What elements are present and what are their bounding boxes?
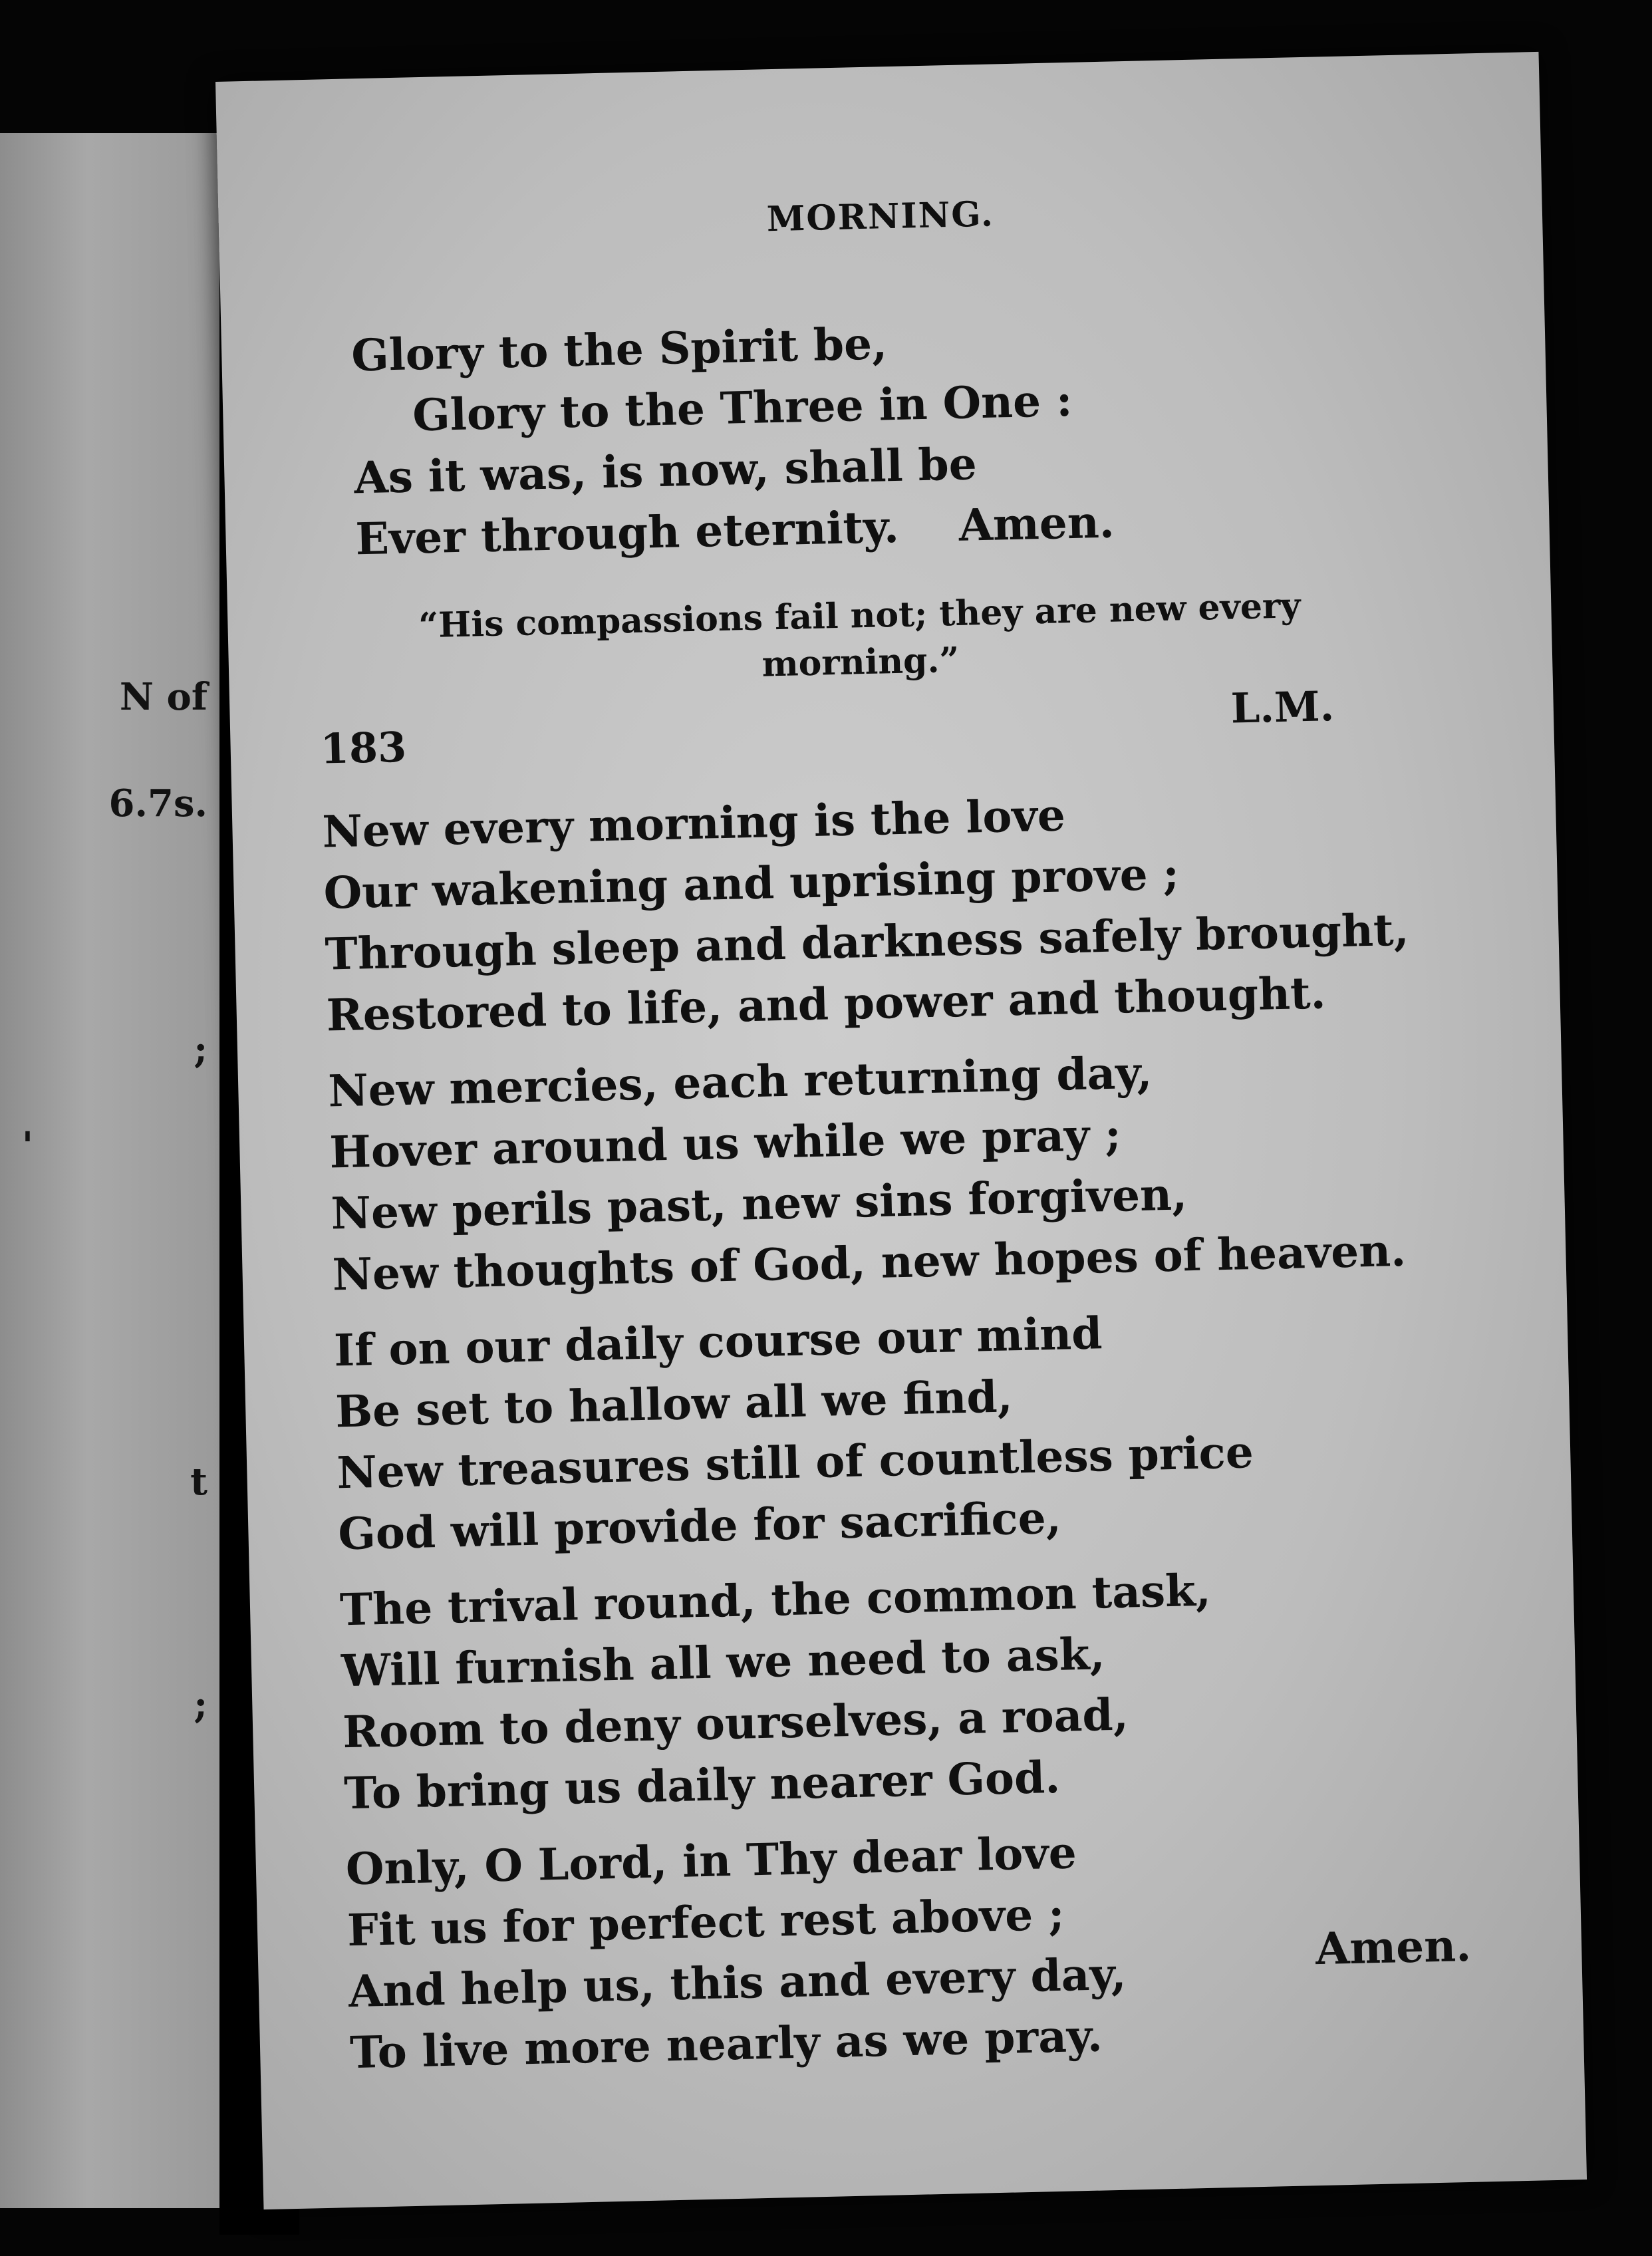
hymnal-page bbox=[215, 52, 1587, 2209]
verse-line: New treasures still of countless price bbox=[336, 1426, 1254, 1499]
left-page-text: ; bbox=[194, 1028, 207, 1071]
verse-line: Glory to the Three in One : bbox=[412, 374, 1073, 442]
left-page-text: ' bbox=[21, 1124, 33, 1168]
stanza-2 bbox=[327, 1036, 1407, 1306]
verse-line: To bring us daily nearer God. bbox=[343, 1751, 1061, 1820]
verse-line: To live more nearly as we pray. bbox=[349, 2009, 1103, 2079]
verse-line: If on our daily course our mind bbox=[333, 1307, 1103, 1377]
verse-line: Glory to the Spirit be, bbox=[350, 317, 888, 382]
stanza-1 bbox=[322, 777, 1411, 1046]
left-page-text: ; bbox=[194, 1683, 207, 1727]
hymn-number: 183 bbox=[319, 722, 407, 774]
verse-line: God will provide for sacrifice, bbox=[337, 1491, 1062, 1560]
verse-line: Fit us for perfect rest above ; bbox=[346, 1888, 1065, 1957]
verse-line: Restored to life, and power and thought. bbox=[325, 966, 1327, 1042]
stanza-3 bbox=[333, 1299, 1256, 1564]
stanza-5 bbox=[345, 1821, 1129, 2083]
verse-line: Be set to hallow all we find, bbox=[335, 1370, 1014, 1438]
verse-line: New mercies, each returning day, bbox=[327, 1046, 1153, 1117]
verse-line: Hover around us while we pray ; bbox=[329, 1108, 1122, 1179]
amen: Amen. bbox=[1315, 1919, 1472, 1975]
verse-line: The trival round, the common task, bbox=[339, 1564, 1212, 1636]
verse-line: Room to deny ourselves, a road, bbox=[342, 1688, 1129, 1759]
doxology bbox=[350, 308, 1115, 570]
hymn-meter: L.M. bbox=[1230, 682, 1335, 733]
verse-line: New perils past, new sins forgiven, bbox=[330, 1168, 1188, 1240]
left-page-text: 6.7s. bbox=[108, 781, 207, 825]
verse-line: New thoughts of God, new hopes of heaven. bbox=[331, 1224, 1407, 1301]
left-page-fragment bbox=[0, 133, 219, 2208]
verse-line: Ever through eternity. bbox=[354, 500, 900, 565]
verse-line: And help us, this and every day, bbox=[348, 1947, 1127, 2018]
epigraph: “His compassions fail not; they are new every morning.” bbox=[418, 585, 1302, 685]
left-page-text: N of bbox=[119, 675, 207, 719]
verse-line: Our wakening and uprising prove ; bbox=[323, 847, 1180, 919]
verse-line: New every morning is the love bbox=[321, 789, 1066, 858]
stanza-4 bbox=[339, 1560, 1216, 1824]
verse-line: Will furnish all we need to ask, bbox=[341, 1627, 1106, 1697]
left-page-text: t bbox=[190, 1460, 207, 1504]
amen: Amen. bbox=[958, 495, 1115, 551]
verse-line: As it was, is now, shall be bbox=[353, 438, 978, 504]
verse-line: Through sleep and darkness safely brought, bbox=[324, 903, 1410, 980]
verse-line: Only, O Lord, in Thy dear love bbox=[345, 1826, 1077, 1896]
running-head: MORNING. bbox=[766, 194, 995, 240]
